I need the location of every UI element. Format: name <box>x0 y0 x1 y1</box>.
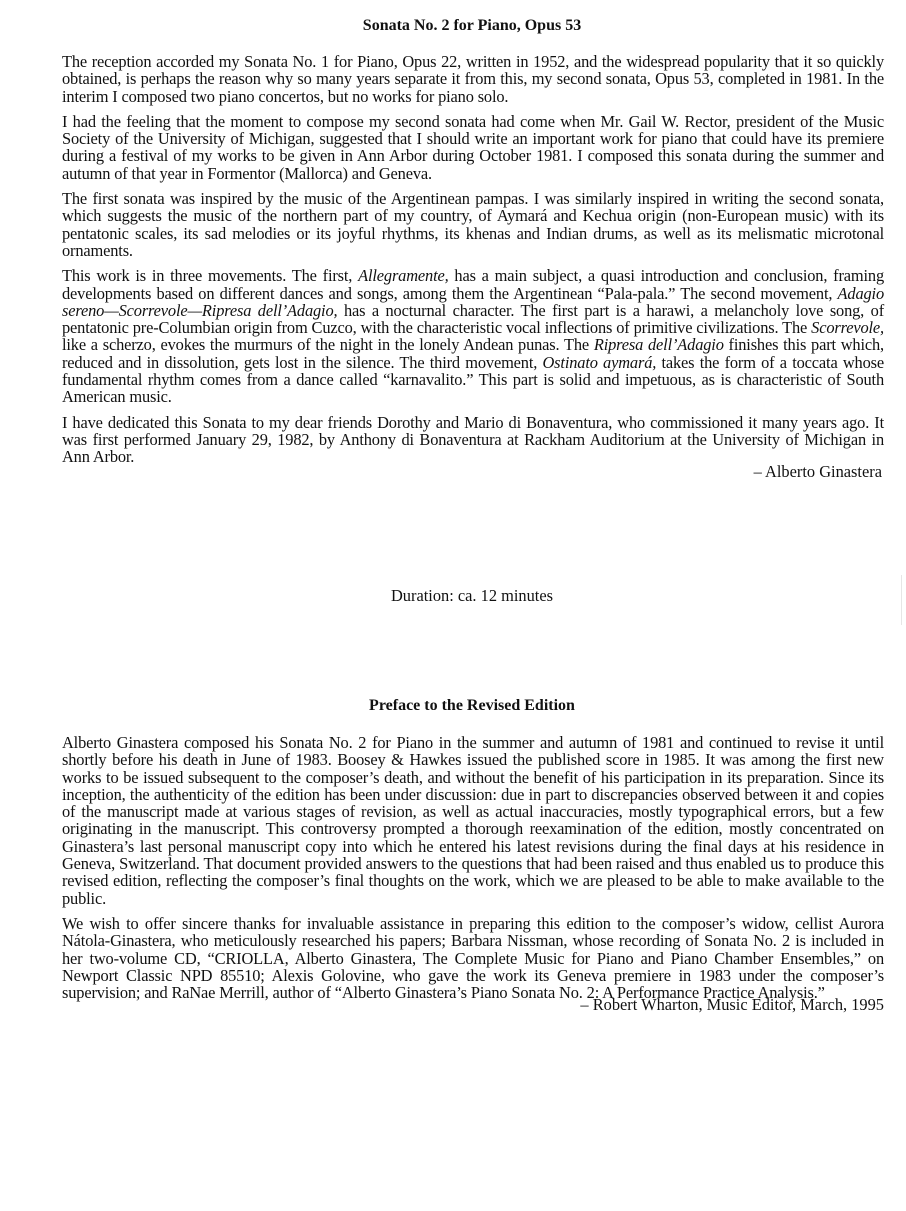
duration-line: Duration: ca. 12 minutes <box>390 586 554 605</box>
movement-title-allegramente: Allegramente, <box>358 266 449 286</box>
section-title-ripresa: Ripresa dell’Adagio <box>593 335 724 355</box>
preface-section <box>62 734 884 1014</box>
editor-signature: – Robert Wharton, Music Editor, March, 1995 <box>580 995 884 1015</box>
text-run: like a scherzo, evokes the murmurs of the night in the lonely Andean punas. The <box>62 335 594 355</box>
text-run: finishes this part which, reduced and in dissolution, gets lost in the silence. The third movement, <box>62 335 884 372</box>
preface-title: Preface to the Revised Edition <box>369 697 575 714</box>
preface-paragraph-1: Alberto Ginastera composed his Sonata No. 2 for Piano in the summer and autumn of 1981 and continued to revise it until shortly before his death in June of 1983. Boosey & Hawkes issued the published score in 1985. It was among the first new works to be issued subsequent to the composer’s death, and without the benefit of his participation in its preparation. Since its inception, the authenticity of the edition has been under discussion: due in part to discrepancies observed between it and copies of the manuscript made at various stages of revision, as well as actual inaccuracies, mostly typographical errors, but a few originating in the manuscript. This controversy prompted a thorough reexamination of the edition, mostly concentrated on Ginastera’s last personal manuscript copy into which he entered his latest revisions during the final days at his residence in Geneva, Switzerland. That document provided answers to the questions that had been raised and thus enabled us to produce this revised edition, reflecting the composer’s final thoughts on the work, which we are pleased to be able to make available to the public. <box>62 733 884 908</box>
composer-note <box>62 53 884 481</box>
page-title: Sonata No. 2 for Piano, Opus 53 <box>362 17 582 34</box>
text-run: has a nocturnal character. The first part is a harawi, a melancholy love song, of pentatonic pre-Columbian origin from Cuzco, with the characteristic vocal inflections of primitive civilizations. The <box>62 300 884 338</box>
note-paragraph-4 <box>62 267 884 405</box>
text-run: takes the form of a toccata whose fundamental rhythm comes from a dance called “karnavalito.” This part is solid and impetuous, as is characteristic of South American music. <box>62 352 884 407</box>
movement-title-ostinato: Ostinato aymará, <box>542 352 657 372</box>
margin-mark <box>901 575 902 625</box>
note-paragraph-1: The reception accorded my Sonata No. 1 for Piano, Opus 22, written in 1952, and the widespread popularity that it so quickly obtained, is perhaps the reason why so many years separate it from this, my second sonata, Opus 53, completed in 1981. In the interim I composed two piano concertos, but no works for piano solo. <box>62 52 884 106</box>
note-paragraph-5: I have dedicated this Sonata to my dear friends Dorothy and Mario di Bonaventura, who commissioned it many years ago. It was first performed January 29, 1982, by Anthony di Bonaventura at Rackham Auditorium at the University of Michigan in Ann Arbor. <box>62 412 884 467</box>
note-paragraph-3: The first sonata was inspired by the music of the Argentinean pampas. I was similarly inspired in writing the second sonata, which suggests the music of the northern part of my country, of Aymará and Kechua origin (non-European music) with its pentatonic scales, its sad melodies or its joyful rhythms, its khenas and Indian drums, as well as its melismatic microtonal ornaments. <box>62 189 884 260</box>
text-run: This work is in three movements. The first, <box>62 266 359 286</box>
text-run: has a main subject, a quasi introduction and conclusion, framing developments based on different dances and songs, among them the Argentinean “Pala-pala.” The second movement, <box>62 266 884 303</box>
section-title-scorrevole: Scorrevole, <box>811 318 884 338</box>
note-paragraph-2: I had the feeling that the moment to compose my second sonata had come when Mr. Gail W. Rector, president of the Music Society of the University of Michigan, suggested that I should write an important work for piano that could have its premiere during a festival of my works to be given in Ann Arbor during October 1981. I composed this sonata during the summer and autumn of that year in Formentor (Mallorca) and Geneva. <box>62 111 884 183</box>
preface-paragraph-2: We wish to offer sincere thanks for invaluable assistance in preparing this edition to the composer’s widow, cellist Aurora Nátola-Ginastera, who meticulously researched his papers; Barbara Nissman, whose recording of Sonata No. 2 is included in her two-volume CD, “CRIOLLA, Alberto Ginastera, The Complete Music for Piano and Piano Chamber Ensembles,” on Newport Classic NPD 85510; Alexis Golovine, who gave the work its Geneva premiere in 1983 under the composer’s supervision; and RaNae Merrill, author of “Alberto Ginastera’s Piano Sonata No. 2: A Performance Practice Analysis.” <box>62 913 884 1003</box>
movement-title-adagio: Adagio sereno—Scorrevole—Ripresa dell’Adagio, <box>62 283 884 320</box>
composer-signature: – Alberto Ginastera <box>753 461 882 481</box>
